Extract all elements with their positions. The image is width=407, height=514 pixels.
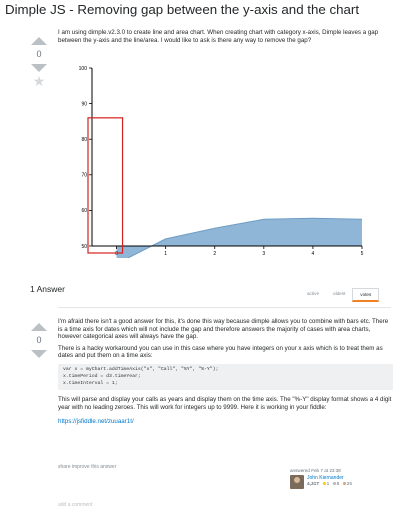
bronze-badge-count: 25 [346, 482, 352, 487]
y-tick-label: 60 [81, 208, 87, 215]
tab-oldest[interactable]: oldest [333, 291, 346, 296]
question-vote-count: 0 [36, 49, 42, 59]
y-tick-label: 90 [81, 101, 87, 108]
y-tick-label: 100 [78, 65, 87, 72]
bronze-badge-icon [343, 482, 346, 485]
y-tick-label: 50 [81, 243, 87, 250]
answer-sort-tabs [300, 288, 379, 302]
downvote-arrow-icon[interactable] [31, 64, 47, 72]
share-link[interactable]: share [58, 464, 71, 470]
reputation-score: 4,31T [307, 482, 320, 487]
user-name-link[interactable]: John Kiernander [307, 475, 344, 481]
answer-downvote-arrow-icon[interactable] [31, 350, 47, 358]
answers-divider [58, 307, 391, 308]
question-body-text: I am using dimple.v2.3.0 to create line and area chart. When creating chart with category x-axis, Dimple leaves a gap between the y-axis and the line/area. I would like to ask is there any way to remove the gap? [58, 29, 379, 44]
y-tick-label: 70 [81, 172, 87, 179]
improve-answer-link[interactable]: improve this answer [71, 464, 117, 470]
add-comment-link[interactable]: add a comment [58, 502, 93, 508]
silver-badge-icon [333, 482, 336, 485]
tab-votes[interactable]: votes [352, 288, 379, 302]
silver-badge-count: 8 [336, 482, 340, 487]
user-avatar[interactable] [290, 475, 304, 489]
question-body [58, 29, 393, 48]
answer-paragraph-2: There is a hacky workaround you can use in this case where you have integers on your x axis which is to treat them as dates and put them on a time axis: [58, 344, 383, 360]
tab-active[interactable]: active [307, 291, 320, 296]
answer-paragraph-1: I'm afraid there isn't a good answer for this, it's done this way because dimple allows you to combine with bars etc. There is a time axis for dates which will not include the gap and therefore answers the majority of cases with area charts, however categorical axes will always have the gap. [58, 318, 389, 341]
answer-code-block: var x = myChart.addTimeAxis("x", "Call", "%Y", "%-Y"); x.timePeriod = d3.timeYear; x.timeInterval = 1; [58, 364, 393, 390]
answers-count-heading: 1 Answer [30, 284, 65, 294]
x-tick-label: 5 [360, 251, 364, 257]
favorite-star-icon[interactable]: ★ [32, 73, 46, 89]
answered-timestamp: answered Feb 7 at 23:38 [290, 468, 341, 473]
answer-body [58, 318, 393, 429]
y-tick-label: 80 [81, 137, 87, 143]
question-vote-panel [28, 37, 50, 88]
answer-vote-count: 0 [36, 335, 42, 345]
gold-badge-count: 1 [326, 482, 330, 487]
area-chart [70, 65, 370, 258]
answer-upvote-arrow-icon[interactable] [31, 323, 47, 331]
question-chart-image [70, 65, 370, 258]
question-title[interactable]: Dimple JS - Removing gap between the y-axis and the chart [5, 2, 360, 17]
gold-badge-icon [323, 482, 326, 485]
x-tick-label: 4 [311, 251, 315, 257]
answer-user-signature [290, 468, 400, 489]
x-tick-label: 3 [262, 251, 266, 257]
x-tick-label: 1 [164, 251, 168, 257]
upvote-arrow-icon[interactable] [31, 37, 47, 45]
gap-highlight-box [88, 118, 123, 253]
x-tick-label: 2 [213, 251, 217, 257]
x-tick-label: 0 [115, 251, 118, 257]
answer-paragraph-3: This will parse and display your calls as years and display them on the time axis. The "%-Y" display format shows a 4 digit year with no leading zeroes. This will work for integers up to 9999. Here it is working in your fiddle: [58, 396, 392, 411]
user-reputation [307, 482, 352, 487]
answer-meta-links [58, 464, 116, 470]
fiddle-link[interactable]: https://jsfiddle.net/zuuaar1t/ [58, 417, 134, 425]
answer-vote-panel [28, 323, 50, 358]
